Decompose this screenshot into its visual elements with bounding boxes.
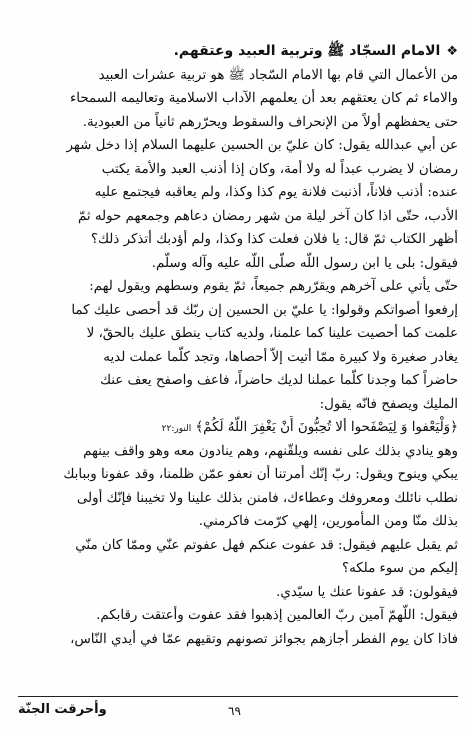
paragraph-line: عن أبي عبدالله يقول: كان عليّ بن الحسين عليهما السلام إذا دخل شهر (66, 138, 458, 153)
paragraph-line: من الأعمال التي قام بها الامام السّجاد ﷺ هو تربية عشرات العبيد (98, 67, 458, 83)
paragraph-line: يبكي وينوح ويقول: ربّ إنّك أمرتنا أن نعفو عمّن ظلمنا، وقد عفونا وببابك (63, 467, 458, 482)
bullet-diamond-icon: ❖ (446, 44, 458, 59)
paragraph-line: فاذا كان يوم الفطر أجازهم بجوائز تصونهم وتقيهم عمّا في أيدي النّاس، (70, 631, 458, 647)
book-title: وأحرقت الجنّة (18, 702, 107, 717)
paragraph-line: ثم يقبل عليهم فيقول: قد عفوت عنكم فهل عفوتم عنّي وممّا كان منّي (75, 537, 458, 553)
paragraph-line: حتّى يأتي على آخرهم ويقرّرهم جميعاً، ثمّ يقوم وسطهم ويقول لهم: (89, 279, 458, 294)
paragraph-line: إرفعوا أصواتكم وقولوا: يا عليّ بن الحسين إن ربّك قد أحصى عليك كما (71, 302, 458, 318)
paragraph-line: المليك ويصفح فانّه يقول: (319, 396, 458, 412)
paragraph-line: بذلك منّا ومن المأمورين، إلهي كرّمت فاكرمني. (198, 514, 458, 529)
paragraph-line: والاماء ثم كان يعتقهم بعد أن يعلمهم الآداب الاسلامية وتعاليمه السمحاء (69, 91, 458, 106)
paragraph-line: أظهر الكتاب ثمّ قال: يا فلان فعلت كذا وكذا، ولم أؤدبك أتذكر ذلك؟ (90, 232, 458, 247)
quran-verse: ﴿وَلْيَعْفوا وَ لِيَصْفَحوا ألا تُحِبُّونَ أَنْ يَغْفِرَ اللَّهُ لَكُمْ﴾ (195, 420, 458, 435)
paragraph-line: حاضراً كما وجدنا كلّما عملنا لديك حاضراً، فاعف واصفح يعف عنك (99, 373, 458, 388)
paragraph-line: إليكم من سوء ملكه؟ (341, 561, 458, 576)
paragraph-line: حتى يحفظهم أولاً من الإنحراف والسقوط ويحرّرهم ثانياً من العبودية. (82, 114, 458, 130)
section-heading (18, 40, 458, 64)
quran-citation: النور:٢٢ (161, 424, 192, 434)
page-number: ٦٩ (228, 704, 241, 718)
footer-divider (18, 696, 458, 697)
body-text (18, 40, 458, 651)
paragraph-line: يغادر صغيرة ولا كبيرة ممّا أتيت إلاّ أحصاها، وتجد كلّما عملت لديه (103, 349, 458, 365)
section-heading-text: الامام السجّاد ﷺ وتربية العبيد وعتقهم. (173, 43, 441, 59)
paragraph-line: نطلب نائلك ومعروفك وعطاءك، فامنن بذلك علينا ولا تخيبنا فإنّك أولى (76, 490, 458, 506)
paragraph-line: وهو ينادي بذلك على نفسه ويلقّنهم، وهم ينادون معه وهو واقف بينهم (83, 443, 458, 459)
paragraph-line: علمت كما أحصيت علينا كما علمنا، ولديه كتاب ينطق عليك بالحقّ، لا (86, 326, 458, 341)
paragraph-line: فيقولون: قد عفونا عنك يا سيّدي. (276, 584, 458, 600)
paragraph-line: عنده: أذنب فلاناً، أذنبت فلانة يوم كذا وكذا، ولم يعاقبه فيجتمع عليه (94, 185, 458, 200)
paragraph-line: الأدب، حتّى اذا كان آخر ليلة من شهر رمضان دعاهم وجمعهم حوله ثمّ (77, 208, 458, 224)
quran-verse-line (18, 416, 458, 440)
paragraph-line: فيقول: بلى يا ابن رسول اللّه صلّى اللّه عليه وآله وسلّم. (151, 255, 458, 271)
paragraph-line: رمضان لا يضرب عبداً له ولا أمة، وكان إذا أذنب العبد والأمة يكتب (101, 161, 458, 177)
paragraph-line: فيقول: اللّهمّ آمين ربّ العالمين إذهبوا فقد عفوت وأعتقت رقابكم. (96, 608, 458, 623)
